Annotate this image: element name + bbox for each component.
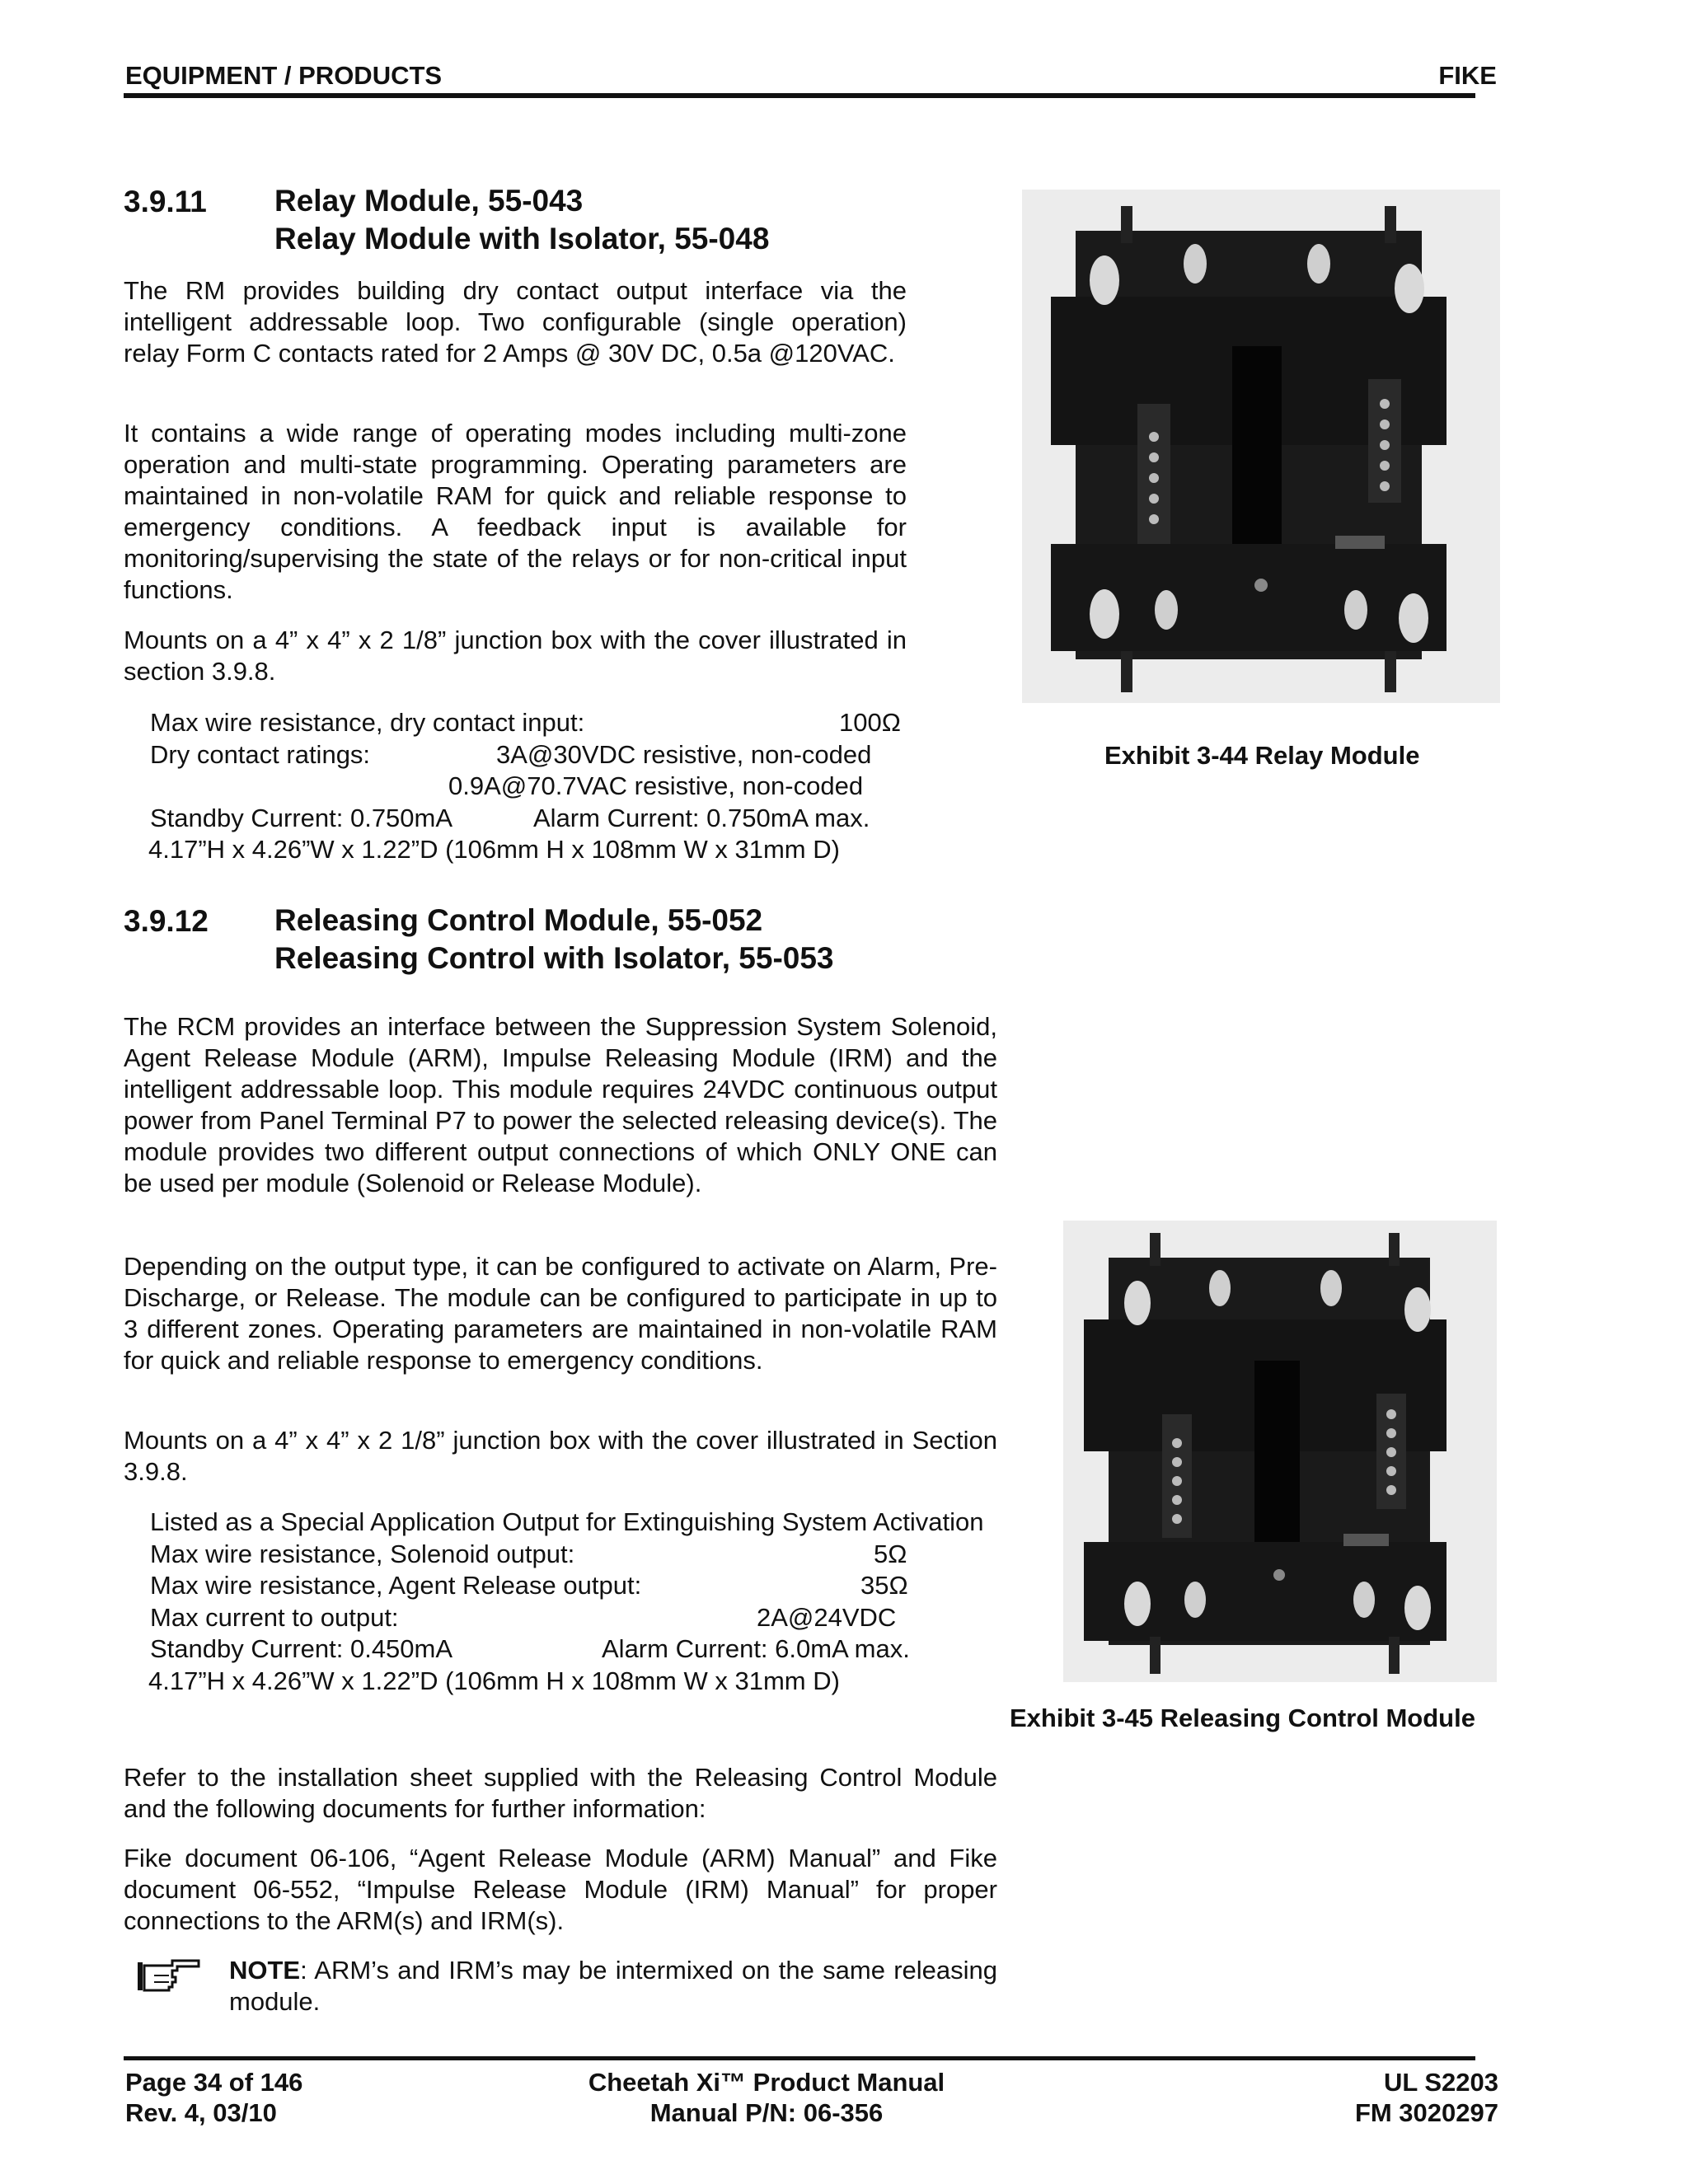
spec-label: Standby Current: 0.450mA bbox=[150, 1634, 453, 1663]
spec-value: 2A@24VDC bbox=[757, 1602, 897, 1632]
spec-row bbox=[150, 1633, 999, 1666]
spec-row bbox=[150, 1539, 999, 1571]
note bbox=[229, 1955, 997, 2018]
footer-rule bbox=[124, 2056, 1475, 2060]
section-title-line: Relay Module, 55-043 bbox=[274, 184, 584, 218]
spec-dimensions: 4.17”H x 4.26”W x 1.22”D (106mm H x 108mm W x 31mm D) bbox=[148, 1666, 840, 1695]
spec-row bbox=[150, 834, 925, 866]
note-label: NOTE bbox=[229, 1956, 301, 1985]
spec-row bbox=[150, 707, 925, 739]
footer-ul-listing: UL S2203 bbox=[1383, 2068, 1498, 2097]
paragraph: Mounts on a 4” x 4” x 2 1/8” junction box with the cover illustrated in Section 3.9.8. bbox=[124, 1426, 997, 1486]
footer-right bbox=[1355, 2067, 1498, 2128]
pointing-hand-icon bbox=[136, 1956, 202, 1995]
footer-revision: Rev. 4, 03/10 bbox=[125, 2098, 277, 2127]
footer-center bbox=[577, 2067, 956, 2128]
spec-value: Alarm Current: 0.750mA max. bbox=[533, 803, 870, 832]
header-left: EQUIPMENT / PRODUCTS bbox=[125, 61, 443, 90]
section-number: 3.9.11 bbox=[124, 185, 207, 218]
paragraph: The RCM provides an interface between the Suppression System Solenoid, Agent Release Module (ARM), Impulse Releasing Module (IRM) and the intelligent addressable loop. This module requires 24VDC continuous output power from Panel Terminal P7 to power the selected releasing device(s). The module provides two different output connections of which ONLY ONE can be used per module (Solenoid or Release Module). bbox=[124, 1012, 997, 1197]
header-rule bbox=[124, 93, 1475, 98]
spec-row bbox=[150, 1570, 999, 1602]
paragraph: The RM provides building dry contact output interface via the intelligent addressable loop. Two configurable (single operation) relay Form C contacts rated for 2 Amps @ 30V DC, 0.5a @120VAC. bbox=[124, 276, 907, 368]
paragraph: Mounts on a 4” x 4” x 2 1/8” junction box with the cover illustrated in section 3.9.8. bbox=[124, 626, 907, 686]
paragraph: Fike document 06-106, “Agent Release Module (ARM) Manual” and Fike document 06-552, “Impulse Release Module (IRM) Manual” for proper connections to the ARM(s) and IRM(s). bbox=[124, 1844, 997, 1935]
spec-row bbox=[150, 771, 925, 803]
footer-manual-title: Cheetah Xi™ Product Manual bbox=[588, 2068, 945, 2097]
spec-value: 0.9A@70.7VAC resistive, non-coded bbox=[448, 771, 864, 800]
spec-value: 5Ω bbox=[874, 1539, 907, 1568]
spec-row bbox=[150, 803, 925, 835]
spec-label: Standby Current: 0.750mA bbox=[150, 803, 453, 832]
spec-row bbox=[150, 1602, 999, 1634]
paragraph: Depending on the output type, it can be configured to activate on Alarm, Pre-Discharge, or Release. The module can be configured to participate in up to 3 different zones. Operating parameters are maintained in non-volatile RAM for quick and reliable response to emergency conditions. bbox=[124, 1252, 997, 1375]
section-title-line: Releasing Control Module, 55-052 bbox=[274, 903, 763, 937]
releasing-control-module-photo bbox=[1063, 1221, 1497, 1682]
spec-value: 100Ω bbox=[839, 708, 901, 737]
section-title bbox=[274, 182, 934, 258]
footer-page: Page 34 of 146 bbox=[125, 2068, 303, 2097]
spec-listed: Listed as a Special Application Output for Extinguishing System Activation bbox=[150, 1507, 984, 1536]
note-text: : ARM’s and IRM’s may be intermixed on the same releasing module. bbox=[229, 1956, 997, 2016]
section-title bbox=[274, 902, 1016, 977]
spec-row bbox=[150, 1666, 999, 1698]
spec-label: Max wire resistance, Solenoid output: bbox=[150, 1539, 575, 1568]
section-title-line: Relay Module with Isolator, 55-048 bbox=[274, 222, 770, 255]
spec-value: 35Ω bbox=[860, 1571, 908, 1600]
spec-row bbox=[150, 739, 925, 771]
footer-left bbox=[125, 2067, 302, 2128]
spec-label: Max current to output: bbox=[150, 1602, 399, 1632]
paragraph: Refer to the installation sheet supplied with the Releasing Control Module and the following documents for further information: bbox=[124, 1763, 997, 1823]
spec-value: Alarm Current: 6.0mA max. bbox=[602, 1634, 910, 1663]
paragraph: It contains a wide range of operating modes including multi-zone operation and multi-state programming. Operating parameters are maintained in non-volatile RAM for quick and reliable response to emergency conditions. A feedback input is available for monitoring/supervising the state of the relays or for non-critical input functions. bbox=[124, 419, 907, 604]
exhibit-caption: Exhibit 3-45 Releasing Control Module bbox=[1010, 1704, 1475, 1732]
exhibit-caption: Exhibit 3-44 Relay Module bbox=[1104, 741, 1420, 770]
spec-label: Max wire resistance, Agent Release output: bbox=[150, 1571, 642, 1600]
spec-dimensions: 4.17”H x 4.26”W x 1.22”D (106mm H x 108mm W x 31mm D) bbox=[148, 835, 840, 864]
section-number: 3.9.12 bbox=[124, 904, 209, 938]
relay-module-photo bbox=[1022, 190, 1500, 703]
footer-part-number: Manual P/N: 06-356 bbox=[649, 2098, 884, 2127]
spec-value: 3A@30VDC resistive, non-coded bbox=[496, 739, 872, 769]
header-right: FIKE bbox=[1438, 61, 1497, 90]
spec-label: Dry contact ratings: bbox=[150, 739, 371, 769]
spec-block bbox=[150, 707, 925, 866]
spec-block bbox=[150, 1507, 999, 1697]
footer-fm-approval: FM 3020297 bbox=[1354, 2098, 1498, 2127]
spec-label: Max wire resistance, dry contact input: bbox=[150, 708, 585, 737]
section-title-line: Releasing Control with Isolator, 55-053 bbox=[274, 941, 834, 975]
